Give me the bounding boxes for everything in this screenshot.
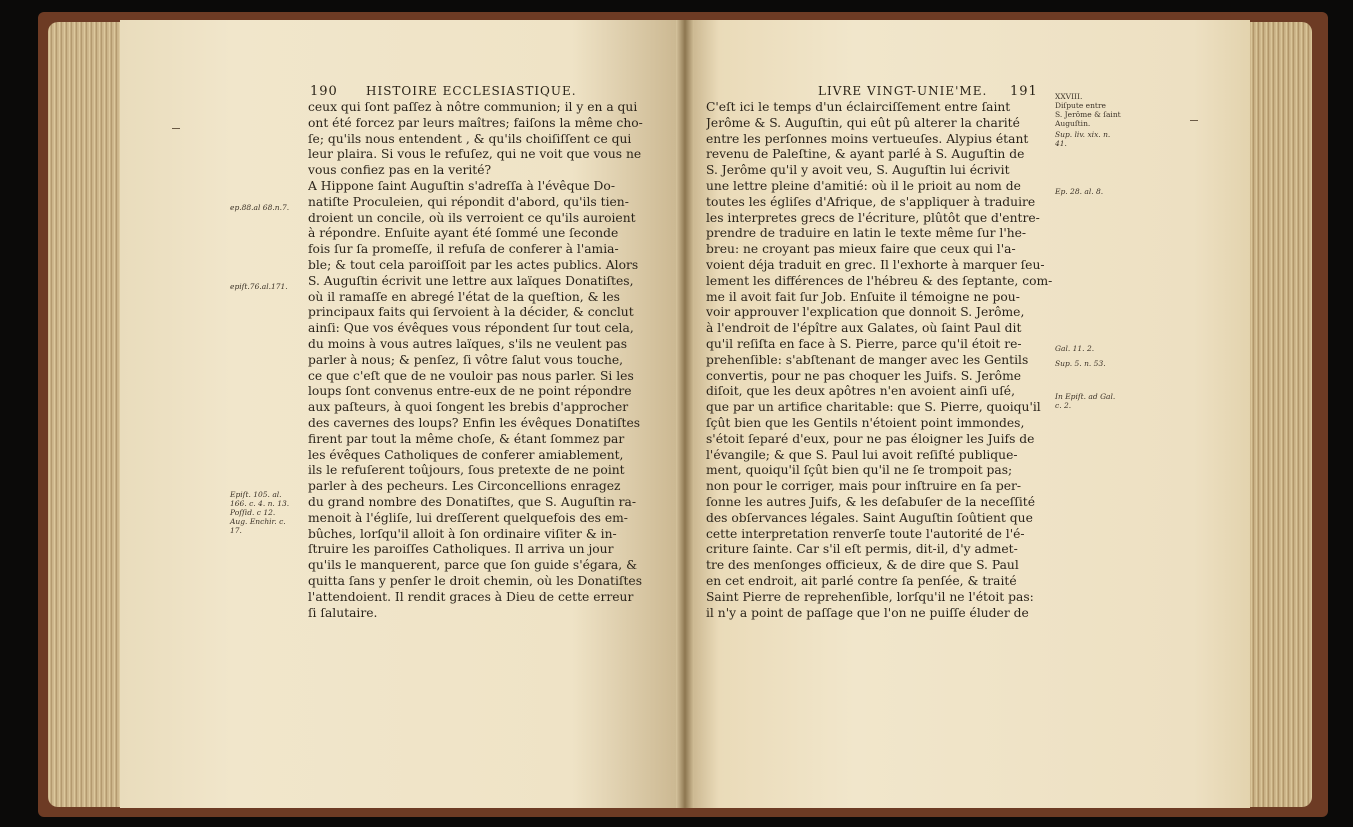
left-page-line: vous confiez pas en la verité? bbox=[308, 163, 492, 178]
right-margin-note-3 bbox=[1055, 187, 1113, 196]
right-page-mark bbox=[1190, 120, 1198, 121]
right-page-line: voient déja traduit en grec. Il l'exhorte à marquer ſeu- bbox=[706, 257, 1045, 272]
right-page-line: breu: ne croyant pas mieux faire que ceux qui l'a- bbox=[706, 242, 1016, 257]
right-page-line: des obſervances légales. Saint Auguſtin ſoûtient que bbox=[706, 510, 1033, 525]
right-page-line: les interpretes grecs de l'écriture, plûtôt que d'entre- bbox=[706, 210, 1040, 225]
left-page-line: du grand nombre des Donatiſtes, que S. Auguſtin ra- bbox=[308, 494, 637, 509]
right-page-line: convertis, pour ne pas choquer les Juifs. S. Jerôme bbox=[706, 368, 1022, 383]
margin-note-line: Aug. Enchir. c. bbox=[230, 517, 286, 526]
right-page-line: criture ſainte. Car s'il eſt permis, dit-il, d'y admet- bbox=[706, 542, 1018, 557]
right-page-line: ſonne les autres Juifs, & les deſabuſer de la neceſſité bbox=[706, 494, 1036, 509]
right-page-line: une lettre pleine d'amitié: où il le prioit au nom de bbox=[706, 178, 1021, 193]
margin-note-line: ep.88.al 68.n.7. bbox=[230, 203, 290, 212]
margin-note-line: Gal. 11. 2. bbox=[1055, 344, 1095, 353]
left-margin-note-2 bbox=[230, 282, 288, 291]
left-page-line: ce que c'eſt que de ne vouloir pas nous parler. Si les bbox=[308, 368, 634, 383]
left-page-number: 190 bbox=[310, 84, 338, 99]
right-page-line: lement les différences de l'hébreu & des ſeptante, com- bbox=[706, 273, 1052, 288]
margin-note-line: S. Jerôme & ſaint bbox=[1055, 110, 1121, 119]
left-page-edges bbox=[48, 22, 126, 807]
right-margin-note-1 bbox=[1055, 92, 1121, 128]
left-page-line: loups ſont convenus entre-eux de ne point répondre bbox=[308, 384, 632, 399]
right-page-number: 191 bbox=[1010, 84, 1038, 99]
left-page-line: leur plaira. Si vous le refuſez, qui ne voit que vous ne bbox=[308, 147, 642, 162]
margin-note-line: In Epiſt. ad Gal. bbox=[1055, 392, 1116, 401]
right-page-line: non pour le corriger, mais pour inſtruire en ſa per- bbox=[706, 479, 1022, 494]
right-page-line: C'eſt ici le temps d'un éclairciſſement entre ſaint bbox=[706, 100, 1011, 114]
left-page-line: du moins à vous autres laïques, s'ils ne veulent pas bbox=[308, 336, 628, 351]
right-page-line: Jerôme & S. Auguſtin, qui eût pû alterer la charité bbox=[706, 115, 1020, 130]
book-gutter bbox=[676, 20, 694, 808]
left-page-line: aux paſteurs, à quoi ſongent les brebis d'approcher bbox=[308, 400, 629, 415]
right-page-line: prehenſible: s'abſtenant de manger avec les Gentils bbox=[706, 352, 1029, 367]
left-page-mark bbox=[172, 128, 180, 129]
right-margin-note-6 bbox=[1055, 392, 1116, 410]
left-page-line: S. Auguſtin écrivit une lettre aux laïques Donatiſtes, bbox=[308, 273, 634, 288]
left-running-title: HISTOIRE ECCLESIASTIQUE. bbox=[366, 84, 577, 98]
margin-note-line: Diſpute entre bbox=[1055, 101, 1106, 110]
right-page-line: S. Jerôme qu'il y avoit veu, S. Auguſtin lui écrivit bbox=[706, 163, 1010, 178]
left-page-line: quitta ſans y penſer le droit chemin, où les Donatiſtes bbox=[308, 573, 643, 588]
right-page-line: s'étoit ſeparé d'eux, pour ne pas éloigner les Juifs de bbox=[706, 431, 1035, 446]
margin-note-line: c. 2. bbox=[1055, 401, 1072, 410]
margin-note-line: epiſt.76.al.171. bbox=[230, 282, 288, 291]
margin-note-line: Epiſt. 105. al. bbox=[230, 490, 282, 499]
right-running-title: LIVRE VINGT-UNIE'ME. bbox=[818, 84, 988, 98]
right-page-line: voir approuver l'explication que donnoit S. Jerôme, bbox=[706, 305, 1025, 320]
right-page-line: à l'endroit de l'épître aux Galates, où ſaint Paul dit bbox=[706, 321, 1022, 336]
right-page-line: tre des menſonges officieux, & de dire que S. Paul bbox=[706, 558, 1019, 573]
left-page-line: ceux qui ſont paſſez à nôtre communion; il y en a qui bbox=[308, 100, 638, 114]
right-page-line: revenu de Paleſtine, & ayant parlé à S. Auguſtin de bbox=[706, 147, 1025, 162]
right-page-line: ſçût bien que les Gentils n'étoient point immondes, bbox=[706, 415, 1025, 430]
left-page-line: parler à nous; & penſez, ſi vôtre ſalut vous touche, bbox=[308, 352, 624, 367]
left-page-line: natiſte Proculeien, qui répondit d'abord, qu'ils tien- bbox=[308, 194, 629, 209]
left-page-line: firent par tout la même choſe, & étant ſommez par bbox=[308, 431, 625, 446]
left-page-line: ils le refuſerent toûjours, ſous pretexte de ne point bbox=[308, 463, 625, 478]
margin-note-line: Sup. 5. n. 53. bbox=[1055, 359, 1106, 368]
margin-note-line: 41. bbox=[1055, 139, 1067, 148]
right-page-edges bbox=[1240, 22, 1312, 807]
margin-note-line: Auguſtin. bbox=[1055, 119, 1091, 128]
left-page-text bbox=[308, 100, 656, 621]
left-page-line: fois ſur ſa promeſſe, il refuſa de conferer à l'amia- bbox=[308, 242, 619, 257]
right-page-line: me il avoit fait ſur Job. Enſuite il témoigne ne pou- bbox=[706, 289, 1020, 304]
margin-note-line: 17. bbox=[230, 526, 242, 535]
left-page-line: ſe; qu'ils nous entendent , & qu'ils choiſiſſent ce qui bbox=[308, 131, 632, 146]
left-page-line: principaux faits qui ſervoient à la décider, & conclut bbox=[308, 305, 634, 320]
left-page-line: des cavernes des loups? Enfin les évêques Donatiſtes bbox=[308, 415, 641, 430]
margin-note-line: Ep. 28. al. 8. bbox=[1055, 187, 1104, 196]
right-page-line: qu'il reſiſta en face à S. Pierre, parce qu'il étoit re- bbox=[706, 336, 1022, 351]
right-page-line: l'évangile; & que S. Paul lui avoit reſiſté publique- bbox=[706, 447, 1018, 462]
left-page-line: ſi ſalutaire. bbox=[308, 605, 378, 620]
left-page-line: l'attendoient. Il rendit graces à Dieu de cette erreur bbox=[308, 589, 634, 604]
right-page-line: diſoit, que les deux apôtres n'en avoient ainſi uſé, bbox=[706, 384, 1015, 399]
right-page-line: toutes les égliſes d'Afrique, de s'appliquer à traduire bbox=[706, 194, 1036, 209]
right-page-line: entre les perſonnes moins vertueuſes. Alypius étant bbox=[706, 131, 1029, 146]
left-page-line: ſtruire les paroiſſes Catholiques. Il arriva un jour bbox=[308, 542, 614, 557]
right-page-line: en cet endroit, ait parlé contre ſa penſée, & traité bbox=[706, 573, 1017, 588]
left-margin-note-1 bbox=[230, 203, 288, 212]
left-page-line: à répondre. Enſuite ayant été ſommé une ſeconde bbox=[308, 226, 619, 241]
right-page-line: prendre de traduire en latin le texte même ſur l'he- bbox=[706, 226, 1027, 241]
left-page-line: ble; & tout cela paroiſſoit par les actes publics. Alors bbox=[308, 257, 639, 272]
right-page-text bbox=[706, 100, 1052, 621]
left-page-line: les évêques Catholiques de conferer amiablement, bbox=[308, 447, 624, 462]
left-margin-note-3 bbox=[230, 490, 288, 535]
left-page-line: qu'ils le manquerent, parce que ſon guide s'égara, & bbox=[308, 558, 638, 573]
left-page-line: ont été forcez par leurs maîtres; faiſons la même cho- bbox=[308, 115, 643, 130]
left-page-line: menoit à l'égliſe, lui dreſſerent quelquefois des em- bbox=[308, 510, 628, 525]
right-margin-note-4 bbox=[1055, 344, 1113, 353]
left-page-line: parler à des pecheurs. Les Circoncellions enragez bbox=[308, 479, 621, 494]
right-page-line: il n'y a point de paſſage que l'on ne puiſſe éluder de bbox=[706, 605, 1029, 620]
margin-note-line: XXVIII. bbox=[1055, 92, 1083, 101]
margin-note-line: 166. c. 4. n. 13. bbox=[230, 499, 290, 508]
right-margin-note-5 bbox=[1055, 359, 1113, 368]
right-margin-note-2 bbox=[1055, 130, 1113, 148]
right-page-line: ment, quoiqu'il ſçût bien qu'il ne ſe trompoit pas; bbox=[706, 463, 1013, 478]
left-page-line: bûches, lorſqu'il alloit à ſon ordinaire viſiter & in- bbox=[308, 526, 617, 541]
right-page-line: Saint Pierre de reprehenſible, lorſqu'il ne l'étoit pas: bbox=[706, 589, 1034, 604]
margin-note-line: Poſſid. c 12. bbox=[230, 508, 276, 517]
left-page-line: ainſi: Que vos évêques vous répondent ſur tout cela, bbox=[308, 321, 634, 336]
right-page-line: que par un artifice charitable: que S. Pierre, quoiqu'il bbox=[706, 400, 1041, 415]
left-page-line: où il ramaſſe en abregé l'état de la queſtion, & les bbox=[308, 289, 620, 304]
margin-note-line: Sup. liv. xix. n. bbox=[1055, 130, 1111, 139]
left-page-line: droient un concile, où ils verroient ce qu'ils auroient bbox=[308, 210, 636, 225]
right-page-line: cette interpretation renverſe toute l'autorité de l'é- bbox=[706, 526, 1025, 541]
left-page-line: A Hippone ſaint Auguſtin s'adreſſa à l'évêque Do- bbox=[308, 178, 615, 193]
